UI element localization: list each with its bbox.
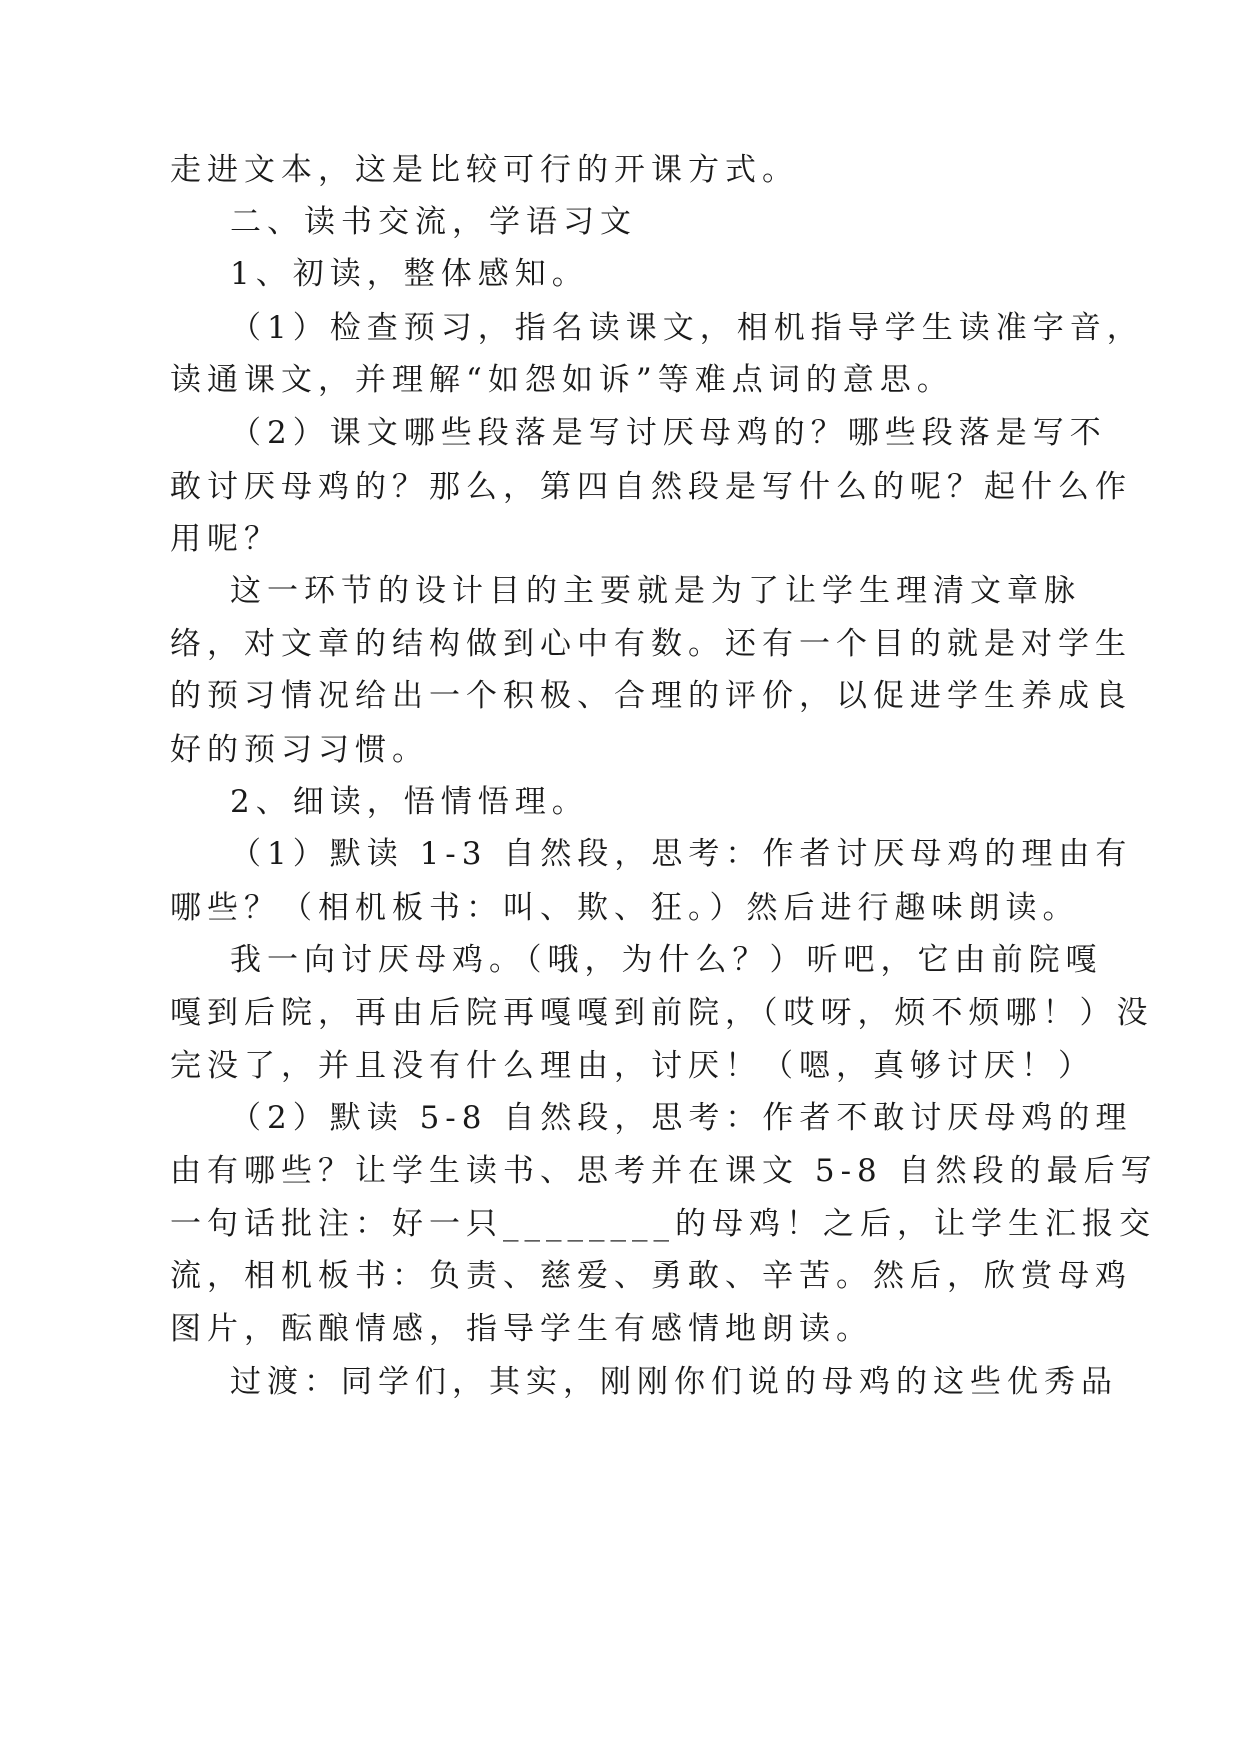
text-line: 嘎到后院，再由后院再嘎嘎到前院，（哎呀，烦不烦哪！）没 (170, 995, 1154, 1031)
text-line: 用呢？ (170, 521, 281, 557)
text-line: （1）默读 1-3 自然段，思考：作者讨厌母鸡的理由有 (230, 836, 1133, 872)
text-line: （2）默读 5-8 自然段，思考：作者不敢讨厌母鸡的理 (230, 1100, 1133, 1136)
text-line: 这一环节的设计目的主要就是为了让学生理清文章脉 (230, 573, 1081, 609)
text-line: 流，相机板书：负责、慈爱、勇敢、辛苦。然后，欣赏母鸡 (170, 1258, 1132, 1294)
text-line: 读通课文，并理解“如怨如诉”等难点词的意思。 (170, 362, 954, 398)
text-line: 走进文本，这是比较可行的开课方式。 (170, 152, 799, 188)
text-line: 由有哪些？让学生读书、思考并在课文 5-8 自然段的最后写 (170, 1153, 1158, 1189)
text-line: （2）课文哪些段落是写讨厌母鸡的？哪些段落是写不 (230, 415, 1107, 451)
subsection-heading: 1、初读，整体感知。 (230, 256, 589, 292)
text-line: （1）检查预习，指名读课文，相机指导学生读准字音， (230, 310, 1144, 346)
subsection-heading: 2、细读，悟情悟理。 (230, 784, 589, 820)
text-line: 络，对文章的结构做到心中有数。还有一个目的就是对学生 (170, 626, 1132, 662)
text-line: 图片，酝酿情感，指导学生有感情地朗读。 (170, 1311, 873, 1347)
text-line: 敢讨厌母鸡的？那么，第四自然段是写什么的呢？起什么作 (170, 469, 1132, 505)
text-line: 好的预习习惯。 (170, 732, 429, 768)
text-line: 哪些？（相机板书：叫、欺、狂。）然后进行趣味朗读。 (170, 890, 1080, 926)
text-line: 我一向讨厌母鸡。（哦，为什么？）听吧，它由前院嘎 (230, 942, 1103, 978)
section-heading: 二、读书交流，学语习文 (230, 204, 637, 240)
text-line: 一句话批注：好一只________的母鸡！之后，让学生汇报交 (170, 1206, 1156, 1242)
text-line: 完没了，并且没有什么理由，讨厌！（嗯，真够讨厌！） (170, 1048, 1095, 1084)
text-line: 的预习情况给出一个积极、合理的评价，以促进学生养成良 (170, 678, 1132, 714)
text-line: 过渡：同学们，其实，刚刚你们说的母鸡的这些优秀品 (230, 1364, 1118, 1400)
